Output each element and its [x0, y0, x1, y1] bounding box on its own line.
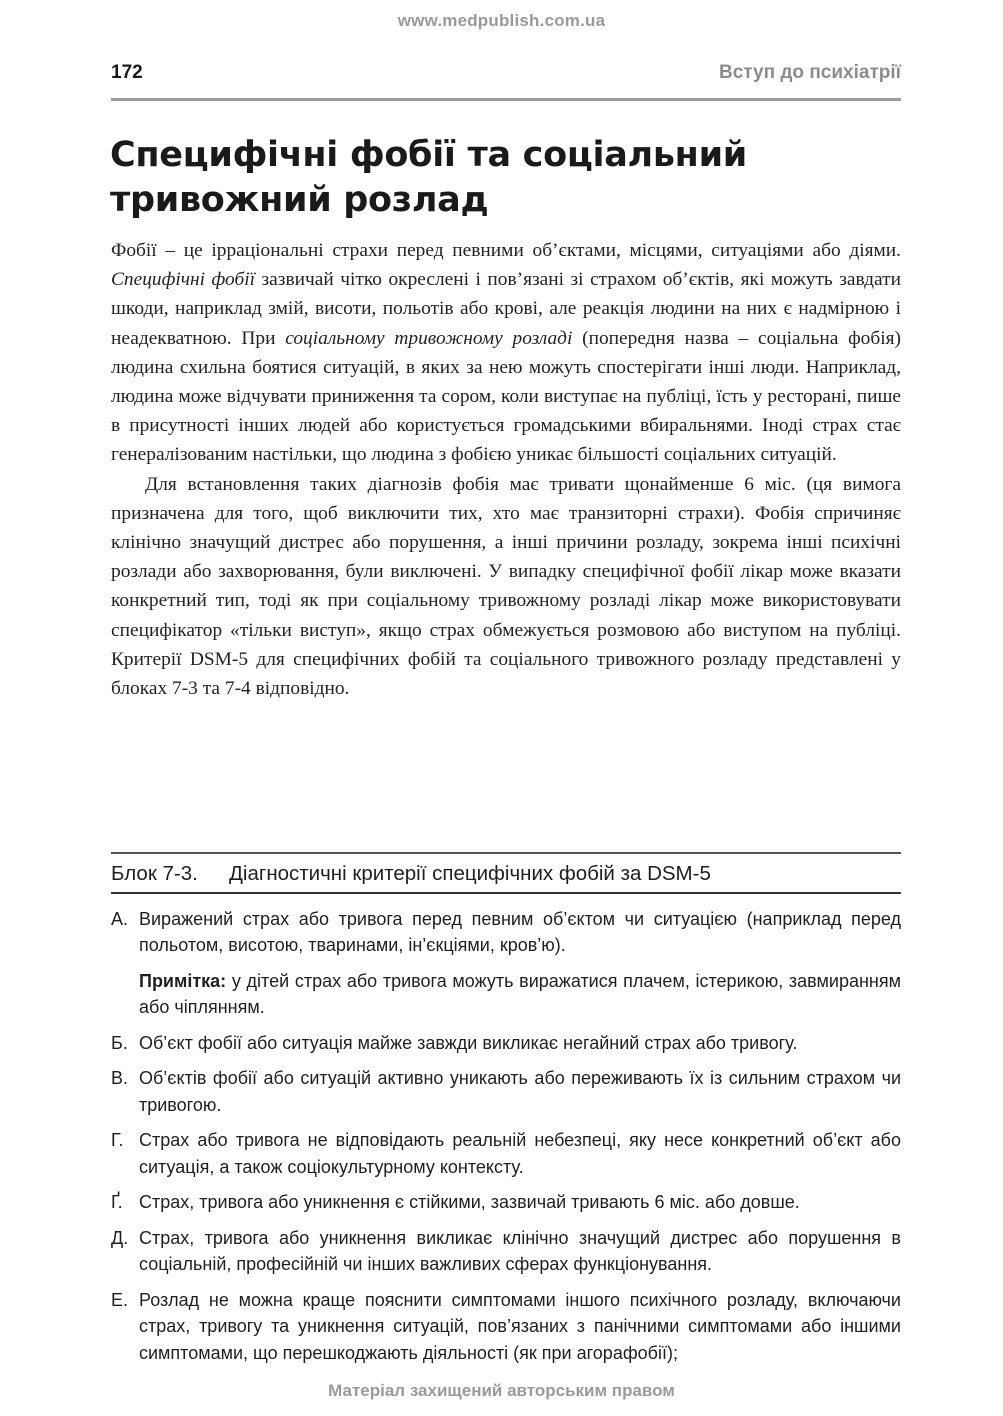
body-text	[111, 236, 901, 703]
paragraph-2: Для встановлення таких діагнозів фобія має тривати щонайменше 6 міс. (ця вимога призначена для того, щоб виключити тих, хто має транзиторні страхи). Фобія спричиняє клінічно значущий дистрес або порушення, а інші причини розладу, зокрема інші психічні розлади або захворювання, були виключені. У випадку специфічної фобії лікар може вказати конкретний тип, тоді як при соціальному тривожному розладі лікар може використовувати специфікатор «тільки виступ», якщо страх обмежується розмовою або виступом на публіці. Критерії DSM-5 для специфічних фобій та соціального тривожного розладу представлені у блоках 7-3 та 7-4 відповідно.	[111, 473, 901, 700]
criterion-text: Виражений страх або тривога перед певним об’єктом чи ситуацією (наприклад перед польотом, висотою, тваринами, ін’єкціями, кров’ю).	[139, 908, 901, 955]
criterion-text: Розлад не можна краще пояснити симптомами іншого психічного розладу, включаючи страх, тривогу та уникнення ситуацій, пов’язаних з панічними симптомами або іншими симптомами, що перешкоджають діяльності (як при агорафобії);	[139, 1289, 901, 1363]
criterion-e	[111, 1287, 901, 1367]
paragraph-1-text-a: Фобії – це ірраціональні страхи перед певними об’єктами, місцями, ситуаціями або діями.	[111, 240, 901, 261]
chapter-title	[110, 133, 910, 223]
criterion-text: Страх, тривога або уникнення є стійкими, зазвичай тривають 6 міс. або довше.	[139, 1192, 800, 1212]
criterion-letter: Ґ.	[111, 1192, 123, 1212]
chapter-title-line1: Специфічні фобії та соціальний	[110, 135, 748, 175]
term-social-anxiety-disorder: соціальному тривожному розладі	[285, 327, 573, 349]
paragraph-1	[111, 236, 901, 470]
criterion-a	[111, 906, 901, 1021]
header-rule	[111, 98, 901, 101]
box-title: Діагностичні критерії специфічних фобій за DSM-5	[229, 861, 711, 885]
box-heading	[111, 854, 901, 892]
criterion-letter: Б.	[111, 1032, 128, 1053]
criterion-text: Страх, тривога або уникнення викликає клінічно значущий дистрес або порушення в соціальній, професійній чи інших важливих сферах функціонування.	[139, 1227, 901, 1274]
note-text: у дітей страх або тривога можуть виражатися плачем, істерикою, завмиранням або чіплянням.	[139, 970, 901, 1017]
criterion-h	[111, 1127, 901, 1180]
criterion-v	[111, 1065, 901, 1118]
criterion-letter: А.	[111, 908, 129, 929]
running-header	[111, 62, 901, 92]
criterion-letter: Г.	[111, 1130, 124, 1150]
criterion-text: Страх або тривога не відповідають реальній небезпеці, яку несе конкретний об’єкт або ситуація, а також соціокультурному контексту.	[139, 1130, 901, 1177]
watermark-url: www.medpublish.com.ua	[397, 11, 606, 30]
criterion-letter: Д.	[111, 1227, 129, 1248]
book-title: Вступ до психіатрії	[718, 62, 901, 83]
note-label: Примітка:	[139, 970, 227, 991]
box-rule-bottom	[111, 892, 901, 894]
term-specific-phobias: Специфічні фобії	[111, 269, 256, 291]
criteria-box	[111, 852, 901, 1375]
criterion-note	[139, 968, 901, 1021]
criterion-letter: Е.	[111, 1289, 129, 1310]
copyright-watermark: Матеріал захищений авторським правом	[328, 1381, 675, 1400]
chapter-title-line2: тривожний розлад	[110, 180, 489, 220]
criterion-g	[111, 1189, 901, 1216]
criterion-d	[111, 1225, 901, 1278]
paragraph-1-text-c: (попередня назва – соціальна фобія) людина схильна боятися ситуацій, в яких за нею можуть спостерігати інші люди. Наприклад, людина може відчувати приниження та сором, коли виступає на публіці, їсть у ресторані, пише в присутності інших людей або користується громадськими вбиральнями. Іноді страх стає генералізованим настільки, що людина з фобією уникає більшості соціальних ситуацій.	[111, 327, 901, 466]
criterion-letter: В.	[111, 1068, 129, 1088]
page-number: 172	[111, 62, 143, 83]
paragraph-1-text-b: зазвичай чітко окреслені і пов’язані зі страхом об’єктів, які можуть завдати шкоди, наприклад змій, висоти, польотів або крові, але реакція людини на них є надмірною і неадекватною. При	[111, 269, 901, 349]
box-number: Блок 7-3.	[111, 861, 198, 885]
criterion-b	[111, 1030, 901, 1057]
criterion-text: Об’єкт фобії або ситуація майже завжди викликає негайний страх або тривогу.	[139, 1032, 798, 1053]
criterion-text: Об’єктів фобії або ситуацій активно уникають або переживають їх із сильним страхом чи тривогою.	[139, 1068, 901, 1115]
